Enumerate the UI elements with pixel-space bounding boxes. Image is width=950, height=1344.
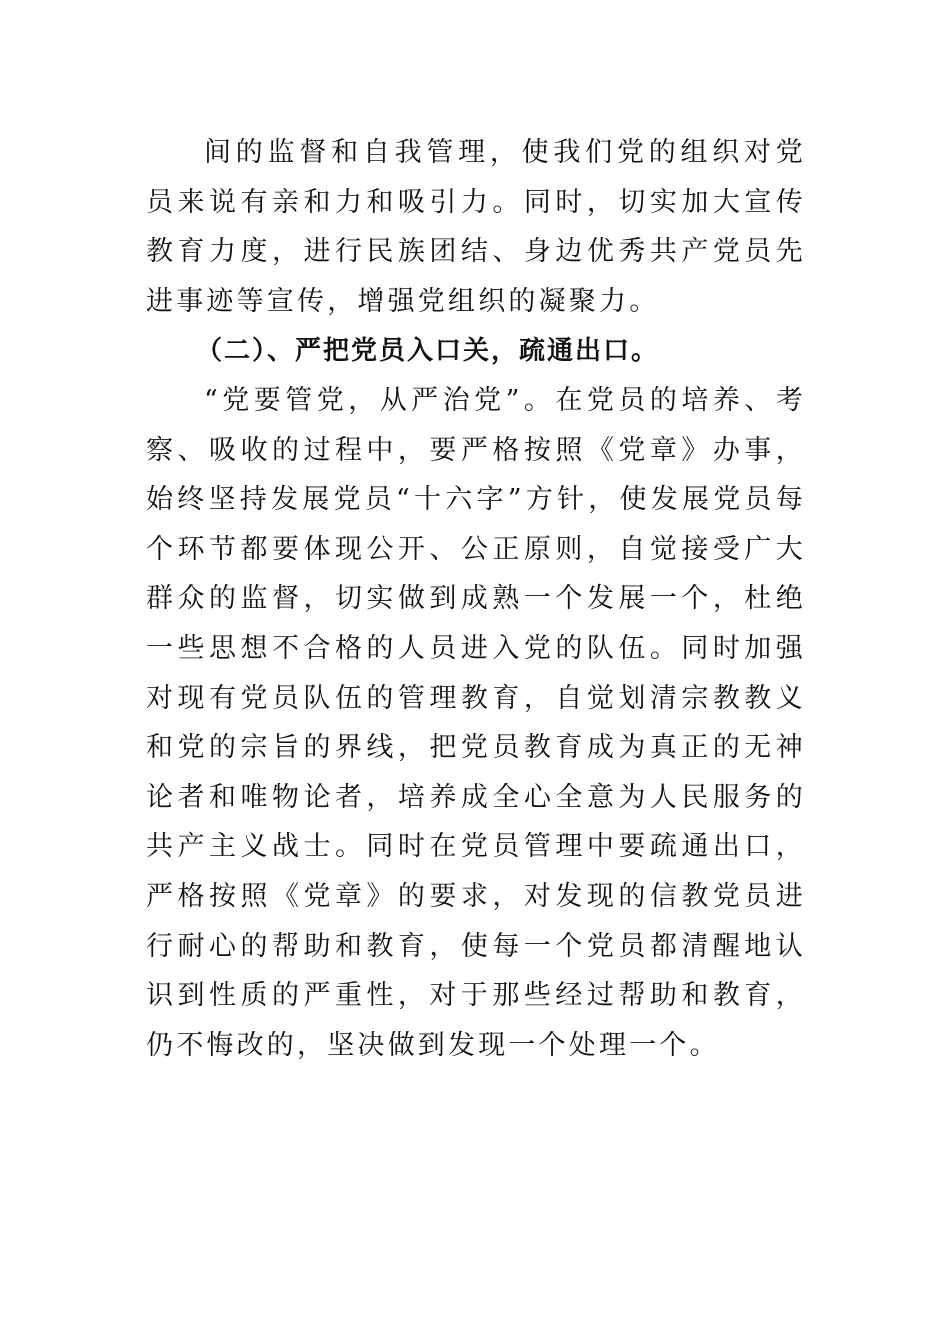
body-paragraph-1: 间的监督和自我管理，使我们党的组织对党员来说有亲和力和吸引力。同时，切实加大宣传教育力度，进行民族团结、身边优秀共产党员先进事迹等宣传，增强党组织的凝聚力。	[146, 137, 806, 317]
section-heading: （二）、严把党员入口关，疏通出口。	[196, 336, 660, 366]
body-paragraph-2: “党要管党，从严治党”。在党员的培养、考察、吸收的过程中，要严格按照《党章》办事，始终坚持发展党员“十六字”方针，使发展党员每个环节都要体现公开、公正原则，自觉接受广大群众的监督，切实做到成熟一个发展一个，杜绝一些思想不合格的人员进入党的队伍。同时加强对现有党员队伍的管理教育，自觉划清宗教教义和党的宗旨的界线，把党员教育成为真正的无神论者和唯物论者，培养成全心全意为人民服务的共产主义战士。同时在党员管理中要疏通出口，严格按照《党章》的要求，对发现的信教党员进行耐心的帮助和教育，使每一个党员都清醒地认识到性质的严重性，对于那些经过帮助和教育，仍不悔改的，坚决做到发现一个处理一个。	[146, 385, 806, 1061]
